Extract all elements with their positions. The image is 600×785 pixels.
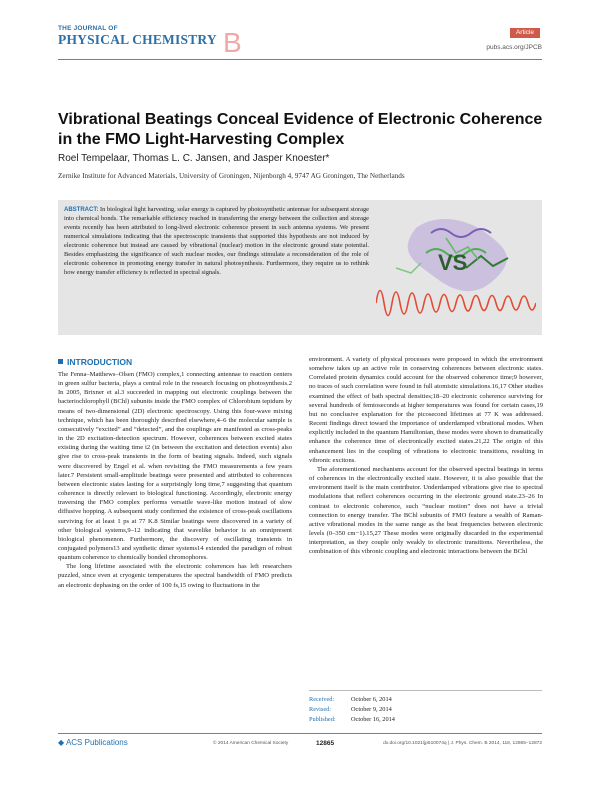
received-label: Received:	[309, 696, 335, 703]
revised-label: Revised:	[309, 706, 332, 713]
section-bullet-icon	[58, 359, 63, 364]
doi-citation[interactable]: dx.doi.org/10.1021/jp510074q | J. Phys. Chem. B 2014, 118, 12865−12872	[383, 741, 542, 746]
dates-rule	[309, 690, 542, 691]
copyright: © 2014 American Chemical Society	[213, 741, 289, 746]
footer-rule	[58, 733, 542, 734]
toc-graphic	[376, 208, 536, 328]
article-title: Vibrational Beatings Conceal Evidence of Electronic Coherence in the FMO Light-Harvesting Complex	[58, 111, 543, 148]
section-heading-introduction: INTRODUCTION	[58, 357, 132, 367]
journal-url[interactable]: pubs.acs.org/JPCB	[486, 44, 542, 51]
abstract-body: In biological light harvesting, solar energy is captured by photosynthetic antennae for subsequent storage into chemical bonds. The remarkable efficiency reached in transferring the energy between the collection and storage events recently has been attributed to long-lived electronic coherence present in such antenna systems. We present numerical simulations indicating that the spectroscopic transients that supported this hypothesis are not induced by electronic coherence but instead are caused by vibrational (nuclear) motion in the electronic ground state potential. Besides emphasizing the significance of such nuclear modes, our findings stimulate a reconsideration of the role of electronic coherence in promoting energy transfer in natural photosynthesis. Furthermore, they require us to rethink how energy transfer efficiency is reflected in spectral signals.	[64, 206, 369, 276]
journal-logo	[58, 25, 242, 58]
page-footer	[58, 738, 542, 750]
header-rule	[58, 59, 542, 60]
paragraph: The Fenna–Matthews–Olsen (FMO) complex,1 connecting antennae to reaction centers in green sulfur bacteria, plays a central role in the research focusing on photosynthesis.2 In 2005, Brixner et al.3 succeeded in mapping out electronic couplings between the bacteriochlorophyll (BChl) subunits inside the FMO complex of Chlorobium tepidum by means of two-dimensional (2D) electronic spectroscopy. Using this four-wave mixing technique, which has been thoroughly described elsewhere,4–6 the molecular sample is consecutively “excited” and “detected”, and the couplings are manifested as cross-peaks in the 2D excitation-detection spectrum. However, coherences between excited states existing during the waiting time t2 (in between the excitation and detection events) also give rise to cross-peak transients in the form of beating signals. Indeed, such signals were discovered by Engel et al. when revisiting the FMO measurements a few years later.7 Persistent small-amplitude beatings were presented and attributed to coherences between electronic states lasting for a surprisingly long time,7 suggesting that quantum coherence is directly relevant to biological functioning. Accordingly, electronic energy traversing the FMO complex performs versatile wave-like motion instead of slow diffusive hopping. A subsequent study confirmed the existence of cross-peak oscillations surviving for at least 1 ps at 77 K.8 Similar beatings were discovered in a variety of other biological systems,9–12 indicating that wavelike behavior is an omnipresent biological phenomenon. Furthermore, the discovery of oscillating transients in conjugated polymers13 and synthetic dimer systems14 extended the paradigm of robust quantum coherence to chemically bonded chromophores.	[58, 371, 292, 562]
abstract-label: ABSTRACT:	[64, 207, 99, 213]
article-type-badge: Article	[510, 28, 540, 38]
publication-dates	[309, 695, 395, 725]
paragraph: The aforementioned mechanisms account for the observed spectral beatings in terms of coherences in the electronically excited state. However, it is also possible that the environment itself is the main contributor. Underdamped vibrations give rise to spectral modulations that reflect coherences occurring in the electronic ground state.23–26 In contrast to electronic coherence, such “nuclear motion” does not have a trivial connection to energy transfer. The BChl subunits of FMO feature a wealth of Raman-active vibrational modes in the same range as the beat frequencies between electronic levels (0–350 cm−1).15,27 These modes were originally discarded in the experimental interpretation, as they couple only weakly to electronic transitions. Nevertheless, the combination of this vibronic coupling and electronic interactions between the BChl	[309, 465, 543, 556]
body-column-left	[58, 370, 292, 590]
published-label: Published:	[309, 716, 336, 723]
journal-name: PHYSICAL CHEMISTRY	[58, 32, 217, 47]
toc-label: VS	[438, 250, 468, 275]
published-date: October 16, 2014	[351, 716, 395, 723]
abstract-text	[64, 206, 369, 278]
journal-top: THE JOURNAL OF	[58, 25, 118, 32]
journal-letter: B	[223, 27, 242, 58]
abstract-box	[58, 200, 542, 335]
revised-date: October 9, 2014	[351, 706, 392, 713]
body-column-right	[309, 355, 543, 556]
page-number: 12865	[316, 740, 335, 747]
paragraph: environment. A variety of physical processes were proposed in which the environment somehow takes up an active role in conserving coherences between electronic states. Correlated protein dynamics could account for the observed coherence time;9 however, no traces of such correlation were found in full atomistic simulations.16,17 Other studies examined the effect of bath spectral densities;18–20 electronic coherence surviving for several hundreds of femtoseconds at higher temperatures was found for certain cases,19 but no conclusive explanation for the picosecond lifetimes at 77 K was addressed. Recent findings direct toward the importance of underdamped vibrational modes. When explicitly included in the quantum Hamiltonian, these modes were shown to dramatically enhance the coherence time of electronically excited states.21,22 The origin of this enhancement lies in the coupling of vibrations to electronic transitions, resulting in vibronic excitons.	[309, 356, 543, 464]
received-date: October 6, 2014	[351, 696, 392, 703]
author-list: Roel Tempelaar, Thomas L. C. Jansen, and Jasper Knoester*	[58, 153, 330, 164]
paragraph: The long lifetime associated with the electronic coherences has left researchers puzzled, since even at cryogenic temperatures the spectral bandwidth of FMO predicts an electronic dephasing on the order of 100 fs,15 owing to fluctuations in the	[58, 563, 292, 589]
publisher-logo: ◆ ACS Publications	[58, 738, 128, 747]
beating-signal-trace	[376, 291, 536, 316]
affiliation: Zernike Institute for Advanced Materials, University of Groningen, Nijenborgh 4, 9747 AG Groningen, The Netherlands	[58, 172, 405, 180]
